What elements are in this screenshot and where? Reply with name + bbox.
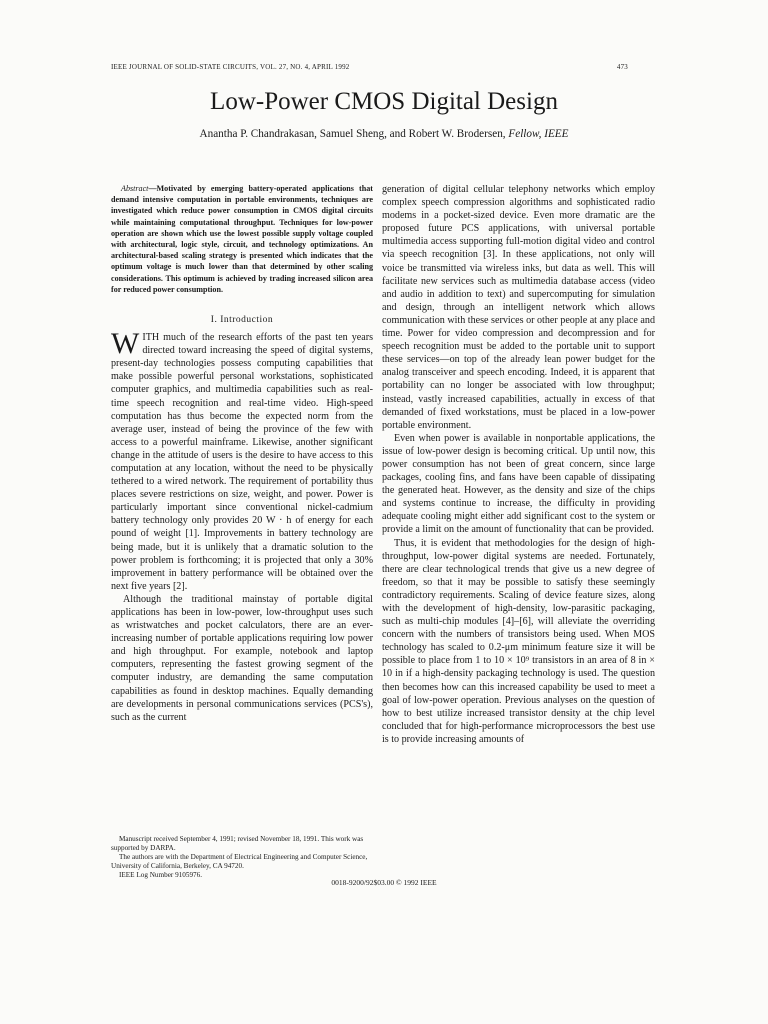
footnote-manuscript: Manuscript received September 4, 1991; revised November 18, 1991. This work was supported by DARPA. (111, 835, 364, 852)
intro-paragraph-3: generation of digital cellular telephony networks which employ complex speech compression algorithms and sophisticated radio modems in a pocket-sized device. Even more dramatic are the proposed future PCS applications, with universal portable multimedia access supporting full-motion digital video and control via speech recognition [3]. In these applications, not only will voice be transmitted via wireless inks, but data as well. This will facilitate new services such as multimedia database access (video and audio in addition to text) and supercomputing for simulation and design, through an intelligent network which allows communication with these services or other people at any place and time. Power for video compression and decompression and for speech recognition must be added to the portable unit to support these services—on top of the already lean power budget for the analog transceiver and speech encoding. Indeed, it is apparent that portability can no longer be associated with low throughput; instead, vastly increased capabilities, actually in excess of that demanded of fixed workstations, must be placed in a low-power portable environment. (382, 184, 655, 431)
left-column (111, 183, 373, 724)
drop-cap: W (111, 327, 140, 361)
abstract (111, 183, 373, 295)
intro-paragraph-2: Although the traditional mainstay of portable digital applications has been in low-power, low-throughput uses such as wristwatches and pocket calculators, there are an ever-increasing number of portable applications requiring low power and high throughput. For example, notebook and laptop computers, representing the fastest growing segment of the computer industry, are demanding the same computation capabilities as found in desktop machines. Equally demanding are developments in personal communications services (PCS's), such as the current (111, 593, 373, 723)
abstract-text: —Motivated by emerging battery-operated applications that demand intensive computation in portable environments, techniques are investigated which reduce power consumption in CMOS digital circuits while maintaining computational throughput. Techniques for low-power operation are shown which use the lowest possible supply voltage coupled with architectural, logic style, circuit, and technology optimizations. An architectural-based scaling strategy is presented which indicates that the optimum voltage is much lower than that determined by other scaling considerations. This optimum is achieved by trading increased silicon area for reduced power consumption. (111, 184, 373, 294)
footnotes (111, 835, 373, 880)
author-fellow: Fellow, IEEE (508, 128, 569, 140)
right-column (382, 183, 655, 746)
footnote-log-number: IEEE Log Number 9105976. (119, 871, 203, 879)
running-head (111, 63, 628, 71)
paper-title: Low-Power CMOS Digital Design (210, 88, 558, 115)
copyright-line: 0018-9200/92$03.00 © 1992 IEEE (331, 878, 437, 887)
intro-paragraph-5: Thus, it is evident that methodologies for the design of high-throughput, low-power digital systems are needed. Fortunately, there are clear technological trends that give us a new degree of freedom, so that it may be possible to satisfy these seemingly contradictory requirements. Scaling of device feature sizes, along with the development of high-density, low-parasitic packaging, such as multi-chip modules [4]–[6], will alleviate the overriding concern with the numbers of transistors being used. When MOS technology has scaled to 0.2-μm minimum feature size it will be possible to place from 1 to 10 × 10⁹ transistors in an area of 8 in × 10 in if a high-density packaging technology is used. The question then becomes how can this increased capability be used to meet a goal of low-power operation. Previous analyses on the question of how to best utilize increased transistor density at the chip level concluded that for high-performance microprocessors the best use is to provide increasing amounts of (382, 537, 655, 745)
journal-citation: IEEE JOURNAL OF SOLID-STATE CIRCUITS, VOL. 27, NO. 4, APRIL 1992 (111, 63, 350, 71)
intro-paragraph-1-text: ITH much of the research efforts of the past ten years directed toward increasing the speed of digital systems, present-day technologies possess computing capabilities that make possible powerful personal workstations, sophisticated computer graphics, and multimedia capabilities such as real-time speech recognition and real-time video. High-speed computation has thus become the expected norm from the average user, instead of being the province of the few with access to a powerful mainframe. Likewise, another significant change in the attitude of users is the desire to have access to this computation at any location, without the need to be physically tethered to a wired network. The requirement of portability thus places severe restrictions on size, weight, and power. Power is particularly important since conventional nickel-cadmium battery technology only provides 20 W · h of energy for each pound of weight [1]. Improvements in battery technology are being made, but it is unlikely that a dramatic solution to the power problem is forthcoming; it is projected that only a 30% improvement in battery performance will be obtained over the next five years [2]. (111, 332, 373, 592)
intro-paragraph-4: Even when power is available in nonportable applications, the issue of low-power design is becoming critical. Up until now, this power consumption has not been of great concern, since large packages, cooling fins, and fans have been capable of dissipating the generated heat. However, as the density and size of the chips and systems continue to increase, the difficulty in providing adequate cooling might either add significant cost to the system or provide a limit on the amount of functionality that can be provided. (382, 432, 655, 536)
author-line (0, 128, 768, 140)
section-heading-introduction: I. Introduction (210, 315, 274, 326)
intro-paragraph-1 (111, 327, 373, 593)
author-names: Anantha P. Chandrakasan, Samuel Sheng, and Robert W. Brodersen, (199, 128, 506, 140)
footnote-affiliation: The authors are with the Department of Electrical Engineering and Computer Science, University of California, Berkeley, CA 94720. (111, 853, 368, 870)
abstract-label: Abstract (121, 184, 149, 193)
page-number: 473 (616, 63, 628, 71)
